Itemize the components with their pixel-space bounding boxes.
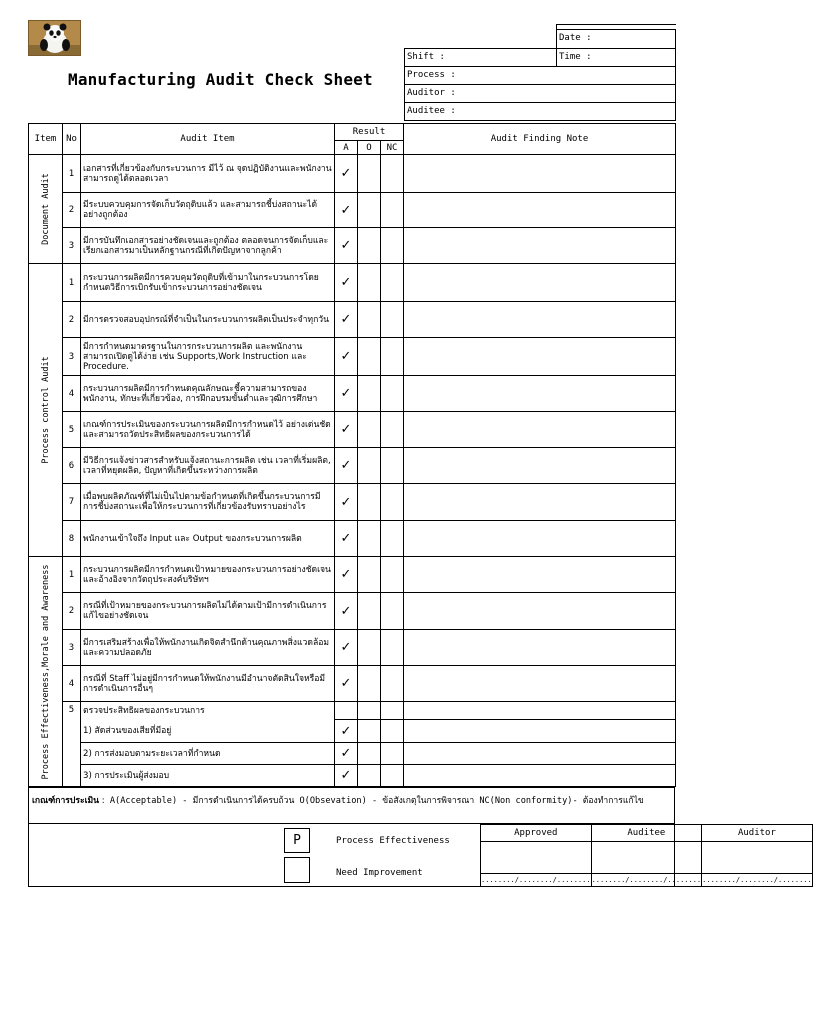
checklist-row: [29, 557, 676, 593]
approved-date[interactable]: ......../......../........: [481, 873, 592, 886]
checklist-row: [29, 155, 676, 193]
finding-note-cell[interactable]: [404, 521, 676, 557]
checklist-row: [29, 630, 676, 666]
finding-note-cell[interactable]: [404, 720, 676, 743]
auditor-field[interactable]: [404, 84, 676, 103]
shift-field[interactable]: [404, 48, 557, 67]
result-a-cell[interactable]: [335, 338, 358, 376]
approved-signature[interactable]: [481, 842, 592, 874]
checklist-row: [29, 593, 676, 630]
item-number: 8: [63, 521, 81, 557]
time-label: Time :: [559, 52, 592, 62]
finding-note-cell[interactable]: [404, 193, 676, 228]
checklist-row: [29, 521, 676, 557]
finding-note-cell[interactable]: [404, 302, 676, 338]
result-a-cell[interactable]: [335, 666, 358, 702]
check-icon: ✓: [340, 349, 352, 364]
result-nc-cell[interactable]: [381, 193, 404, 228]
item-number: 3: [63, 228, 81, 264]
result-a-cell[interactable]: [335, 448, 358, 484]
auditor-header: Auditor: [702, 825, 813, 842]
result-nc-cell[interactable]: [381, 228, 404, 264]
audit-subitem-text: 2) การส่งมอบตามระยะเวลาที่กำหนด: [81, 743, 335, 765]
col-header-a: A: [335, 141, 358, 155]
finding-note-cell[interactable]: [404, 743, 676, 765]
check-icon: ✓: [340, 275, 352, 290]
result-a-cell[interactable]: [335, 155, 358, 193]
result-nc-cell[interactable]: [381, 521, 404, 557]
audit-item-text: มีการตรวจสอบอุปกรณ์ที่จำเป็นในกระบวนการผลิตเป็นประจำทุกวัน: [81, 302, 335, 338]
result-nc-cell[interactable]: [381, 264, 404, 302]
header-divider-top: [556, 24, 676, 25]
audit-subitem-text: 1) สัดส่วนของเสียที่มีอยู่: [81, 720, 335, 743]
item-number: 4: [63, 666, 81, 702]
process-field[interactable]: [404, 66, 676, 85]
item-number: 1: [63, 155, 81, 193]
auditee-header: Auditee: [591, 825, 702, 842]
audit-item-text: เอกสารที่เกี่ยวข้องกับกระบวนการ มีไว้ ณ จุดปฏิบัติงานและพนักงานสามารถดูได้ตลอดเวลา: [81, 155, 335, 193]
audit-item-text: ตรวจประสิทธิผลของกระบวนการ: [81, 702, 335, 720]
result-o-cell[interactable]: [358, 193, 381, 228]
process-label: Process :: [407, 70, 456, 80]
audit-item-text: พนักงานเข้าใจถึง Input และ Output ของกระบวนการผลิต: [81, 521, 335, 557]
item-number: 3: [63, 338, 81, 376]
audit-table: [28, 123, 676, 787]
approved-header: Approved: [481, 825, 592, 842]
finding-note-cell[interactable]: [404, 412, 676, 448]
criteria-label: เกณฑ์การประเมิน: [32, 796, 100, 806]
checklist-subrow: [29, 720, 676, 743]
col-header-nc: NC: [381, 141, 404, 155]
checklist-row: [29, 264, 676, 302]
check-icon: ✓: [340, 603, 352, 619]
item-number: 7: [63, 484, 81, 521]
check-icon: ✓: [340, 312, 352, 327]
result-o-cell[interactable]: [358, 557, 381, 593]
checklist-row: [29, 338, 676, 376]
result-o-cell[interactable]: [358, 702, 381, 720]
check-icon: ✓: [340, 166, 352, 181]
check-icon: ✓: [340, 458, 352, 473]
result-nc-cell[interactable]: [381, 630, 404, 666]
auditee-label: Auditee :: [407, 106, 456, 116]
check-icon: ✓: [340, 723, 352, 739]
checklist-row: [29, 193, 676, 228]
check-icon: ✓: [340, 422, 352, 437]
check-icon: ✓: [340, 746, 352, 761]
need-improvement-label: Need Improvement: [336, 868, 423, 878]
time-field[interactable]: [556, 48, 676, 67]
item-number: 5: [63, 412, 81, 448]
result-a-cell[interactable]: [335, 720, 358, 743]
finding-note-cell[interactable]: [404, 338, 676, 376]
checklist-row: [29, 302, 676, 338]
check-icon: ✓: [340, 640, 352, 655]
item-number: 5: [63, 702, 81, 787]
checklist-row: [29, 448, 676, 484]
checklist-subrow: [29, 743, 676, 765]
result-a-cell[interactable]: [335, 702, 358, 720]
auditee-field[interactable]: [404, 102, 676, 121]
criteria-separator: :: [99, 796, 105, 806]
process-effectiveness-label: Process Effectiveness: [336, 836, 450, 846]
audit-subitem-text: 3) การประเมินผู้ส่งมอบ: [81, 765, 335, 787]
result-o-cell[interactable]: [358, 302, 381, 338]
audit-item-text: เมื่อพบผลิตภัณฑ์ที่ไม่เป็นไปตามข้อกำหนดที่เกิดขึ้นกระบวนการมีการชี้บ่งสถานะเพื่อให้กระบวนการที่เกี่ยวข้องรับทราบอย่างไร: [81, 484, 335, 521]
result-nc-cell[interactable]: [381, 448, 404, 484]
checklist-row: [29, 702, 676, 720]
col-header-audit-item: Audit Item: [81, 124, 335, 155]
result-a-cell[interactable]: [335, 264, 358, 302]
finding-note-cell[interactable]: [404, 666, 676, 702]
result-o-cell[interactable]: [358, 765, 381, 787]
result-nc-cell[interactable]: [381, 376, 404, 412]
col-header-note: Audit Finding Note: [404, 124, 676, 155]
col-header-no: No: [63, 124, 81, 155]
criteria-text: A(Acceptable) - มีการดำเนินการได้ครบถ้วน O(Obsevation) - ข้อสังเกตุในการพิจารณา NC(Non conformity)- ต้องทำการแก้ไข: [104, 796, 644, 806]
check-icon: ✓: [340, 768, 352, 783]
audit-item-text: กรณีที่เป้าหมายของกระบวนการผลิตไม่ได้ตามเป้ามีการดำเนินการแก้ไขอย่างชัดเจน: [81, 593, 335, 630]
result-o-cell[interactable]: [358, 593, 381, 630]
result-nc-cell[interactable]: [381, 557, 404, 593]
audit-item-text: มีการกำหนดมาตรฐานในการกระบวนการผลิต และพนักงานสามารถเปิดดูได้ง่าย เช่น Supports,Work Instruction และ Procedure.: [81, 338, 335, 376]
result-o-cell[interactable]: [358, 412, 381, 448]
checklist-row: [29, 666, 676, 702]
finding-note-cell[interactable]: [404, 155, 676, 193]
result-a-cell[interactable]: [335, 484, 358, 521]
checklist-row: [29, 412, 676, 448]
date-field[interactable]: [556, 29, 676, 49]
col-header-o: O: [358, 141, 381, 155]
audit-item-text: มีระบบควบคุมการจัดเก็บวัตถุดิบแล้ว และสามารถชี้บ่งสถานะได้อย่างถูกต้อง: [81, 193, 335, 228]
checklist-row: [29, 484, 676, 521]
finding-note-cell[interactable]: [404, 484, 676, 521]
result-o-cell[interactable]: [358, 630, 381, 666]
result-nc-cell[interactable]: [381, 412, 404, 448]
auditor-signature[interactable]: [702, 842, 813, 874]
result-nc-cell[interactable]: [381, 720, 404, 743]
result-nc-cell[interactable]: [381, 666, 404, 702]
check-icon: ✓: [340, 567, 352, 582]
company-logo: [28, 20, 81, 56]
result-a-cell[interactable]: [335, 593, 358, 630]
section-label: Process Effectiveness,Morale and Awareness: [40, 564, 51, 779]
result-a-cell[interactable]: [335, 557, 358, 593]
finding-note-cell[interactable]: [404, 765, 676, 787]
date-label: Date :: [559, 33, 592, 43]
result-a-cell[interactable]: [335, 193, 358, 228]
finding-note-cell[interactable]: [404, 448, 676, 484]
check-icon: ✓: [340, 531, 352, 546]
result-a-cell[interactable]: [335, 765, 358, 787]
section-label: Process control Audit: [40, 356, 51, 464]
item-number: 2: [63, 302, 81, 338]
check-icon: ✓: [340, 676, 352, 691]
item-number: 4: [63, 376, 81, 412]
auditor-date[interactable]: ......../......../........: [702, 873, 813, 886]
audit-item-text: กระบวนการผลิตมีการควบคุมวัตถุดิบที่เข้ามาในกระบวนการโดยกำหนดวิธีการเบิกรับเข้ากระบวนการอย่างชัดเจน: [81, 264, 335, 302]
result-a-cell[interactable]: [335, 376, 358, 412]
result-a-cell[interactable]: [335, 743, 358, 765]
item-number: 2: [63, 193, 81, 228]
finding-note-cell[interactable]: [404, 228, 676, 264]
page-title: Manufacturing Audit Check Sheet: [68, 70, 373, 89]
section-label-cell: [29, 264, 63, 557]
finding-note-cell[interactable]: [404, 593, 676, 630]
finding-note-cell[interactable]: [404, 264, 676, 302]
result-o-cell[interactable]: [358, 376, 381, 412]
finding-note-cell[interactable]: [404, 376, 676, 412]
check-icon: ✓: [340, 386, 352, 401]
audit-item-text: เกณฑ์การประเมินของกระบวนการผลิตมีการกำหนดไว้ อย่างเด่นชัดและสามารถวัดประสิทธิผลของกระบวนการได้: [81, 412, 335, 448]
audit-item-text: กรณีที่ Staff ไม่อยู่มีการกำหนดให้พนักงานมีอำนาจตัดสินใจหรือมีการดำเนินการอื่นๆ: [81, 666, 335, 702]
result-a-cell[interactable]: [335, 228, 358, 264]
audit-item-text: กระบวนการผลิตมีการกำหนดเป้าหมายของกระบวนการอย่างชัดเจนและอ้างอิงจากวัตถุประสงค์บริษัทฯ: [81, 557, 335, 593]
p-mark-box[interactable]: [284, 828, 310, 853]
auditee-date[interactable]: ......../......../........: [591, 873, 702, 886]
checklist-subrow: [29, 765, 676, 787]
section-label: Document Audit: [40, 173, 51, 245]
result-o-cell[interactable]: [358, 448, 381, 484]
result-a-cell[interactable]: [335, 521, 358, 557]
check-icon: ✓: [340, 494, 352, 510]
result-nc-cell[interactable]: [381, 338, 404, 376]
result-nc-cell[interactable]: [381, 155, 404, 193]
item-number: 6: [63, 448, 81, 484]
audit-item-text: มีการเสริมสร้างเพื่อให้พนักงานเกิดจิตสำนึกด้านคุณภาพสิ่งแวดล้อมและความปลอดภัย: [81, 630, 335, 666]
result-a-cell[interactable]: [335, 630, 358, 666]
section-label-cell: [29, 557, 63, 787]
evaluation-criteria: [28, 787, 675, 824]
result-nc-cell[interactable]: [381, 765, 404, 787]
section-label-cell: [29, 155, 63, 264]
checklist-row: [29, 228, 676, 264]
finding-note-cell[interactable]: [404, 702, 676, 720]
result-a-cell[interactable]: [335, 302, 358, 338]
need-improvement-box[interactable]: [284, 857, 310, 883]
checklist-row: [29, 376, 676, 412]
item-number: 2: [63, 593, 81, 630]
result-a-cell[interactable]: [335, 412, 358, 448]
result-o-cell[interactable]: [358, 743, 381, 765]
result-o-cell[interactable]: [358, 264, 381, 302]
result-nc-cell[interactable]: [381, 702, 404, 720]
result-nc-cell[interactable]: [381, 302, 404, 338]
check-icon: ✓: [340, 202, 352, 218]
audit-item-text: มีการบันทึกเอกสารอย่างชัดเจนและถูกต้อง ตลอดจนการจัดเก็บและเรียกเอกสารมาเป็นหลักฐานกรณีที่เกิดปัญหาจากลูกค้า: [81, 228, 335, 264]
result-o-cell[interactable]: [358, 666, 381, 702]
audit-item-text: มีวิธีการแจ้งข่าวสารสำหรับแจ้งสถานะการผลิต เช่น เวลาที่เริ่มผลิต, เวลาที่หยุดผลิต, ปัญหาที่เกิดขึ้นระหว่างการผลิต: [81, 448, 335, 484]
col-header-item: Item: [29, 124, 63, 155]
result-nc-cell[interactable]: [381, 593, 404, 630]
item-number: 3: [63, 630, 81, 666]
check-icon: ✓: [340, 238, 352, 253]
shift-label: Shift :: [407, 52, 445, 62]
result-o-cell[interactable]: [358, 484, 381, 521]
result-o-cell[interactable]: [358, 720, 381, 743]
result-nc-cell[interactable]: [381, 484, 404, 521]
panda-logo-image: [29, 21, 80, 55]
p-mark: P: [293, 833, 301, 848]
finding-note-cell[interactable]: [404, 557, 676, 593]
result-o-cell[interactable]: [358, 338, 381, 376]
signature-grid: [480, 824, 813, 887]
auditee-signature[interactable]: [591, 842, 702, 874]
audit-item-text: กระบวนการผลิตมีการกำหนดคุณลักษณะชี้ความสามารถของพนักงาน, ทักษะที่เกี่ยวข้อง, การฝึกอบรมขั้นต่ำและวุฒิการศึกษา: [81, 376, 335, 412]
result-o-cell[interactable]: [358, 155, 381, 193]
item-number: 1: [63, 264, 81, 302]
col-header-result: Result: [335, 124, 404, 141]
result-o-cell[interactable]: [358, 521, 381, 557]
auditor-label: Auditor :: [407, 88, 456, 98]
result-o-cell[interactable]: [358, 228, 381, 264]
item-number: 1: [63, 557, 81, 593]
finding-note-cell[interactable]: [404, 630, 676, 666]
result-nc-cell[interactable]: [381, 743, 404, 765]
